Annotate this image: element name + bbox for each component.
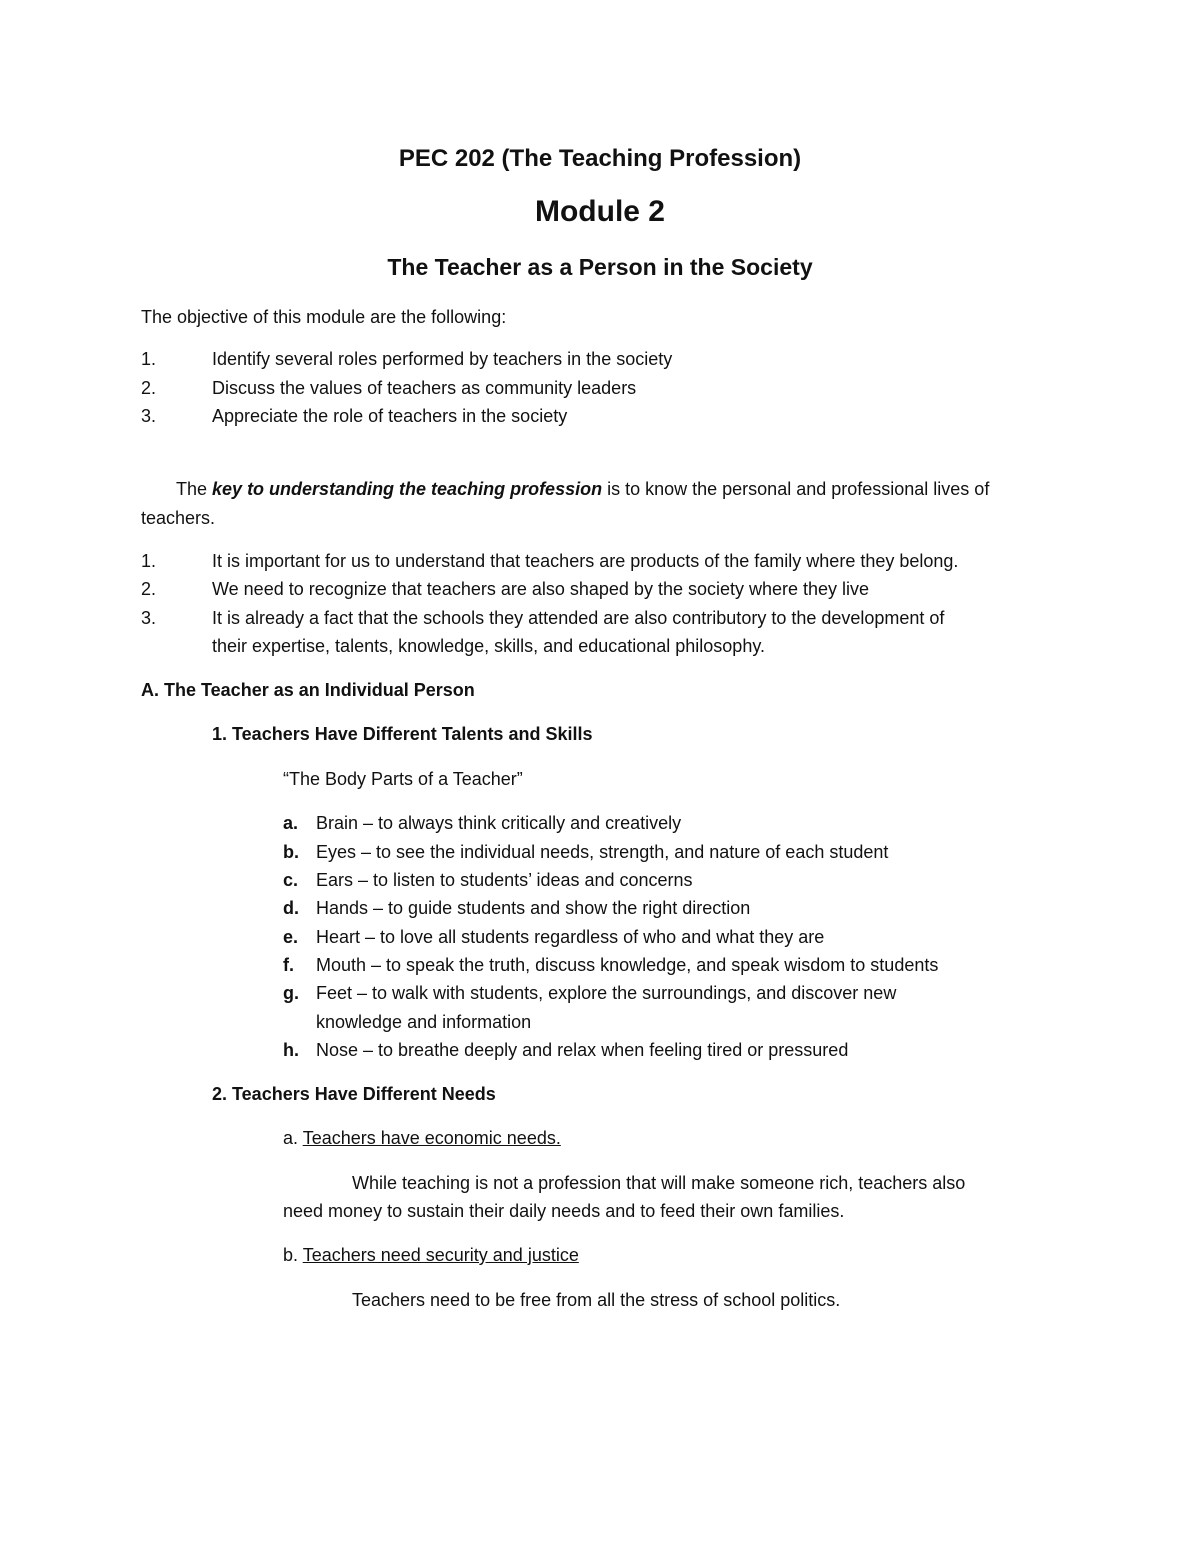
list-text: Nose – to breathe deeply and relax when feeling tired or pressured (316, 1040, 849, 1060)
key-paragraph (176, 479, 989, 500)
module-title: Module 2 (534, 195, 665, 228)
subsection-1-heading: 1. Teachers Have Different Talents and Skills (212, 724, 593, 744)
need-b-prefix: b. (283, 1245, 303, 1265)
list-item (141, 406, 567, 427)
list-item (141, 378, 636, 399)
need-a-body-line2: need money to sustain their daily needs and to feed their own families. (283, 1201, 845, 1221)
list-number: 2. (141, 378, 157, 398)
list-text: It is already a fact that the schools they attended are also contributory to the development of (212, 608, 945, 628)
list-letter: a. (283, 813, 299, 833)
list-item-continuation: knowledge and information (316, 1012, 532, 1032)
list-letter: f. (283, 955, 294, 975)
list-item (283, 955, 938, 976)
list-text: Ears – to listen to students’ ideas and concerns (316, 870, 693, 890)
list-letter: e. (283, 927, 299, 947)
key-paragraph-line2: teachers. (141, 508, 216, 528)
need-a-title-line (283, 1128, 561, 1149)
need-b-title: Teachers need security and justice (302, 1245, 579, 1265)
list-text: Feet – to walk with students, explore the surroundings, and discover new (316, 983, 897, 1003)
body-parts-title: “The Body Parts of a Teacher” (283, 769, 523, 789)
list-letter: b. (283, 842, 299, 862)
list-number: 1. (141, 349, 157, 369)
list-text: Mouth – to speak the truth, discuss knowledge, and speak wisdom to students (316, 955, 939, 975)
list-item (283, 870, 693, 891)
list-letter: h. (283, 1040, 299, 1060)
need-a-title: Teachers have economic needs. (302, 1128, 561, 1148)
key-paragraph-after: is to know the personal and professional lives of (602, 479, 990, 499)
course-title: PEC 202 (The Teaching Profession) (398, 145, 802, 172)
list-letter: c. (283, 870, 299, 890)
list-item (283, 983, 896, 1004)
list-item (283, 842, 888, 863)
list-letter: d. (283, 898, 299, 918)
objectives-intro: The objective of this module are the following: (141, 307, 507, 327)
topic-title: The Teacher as a Person in the Society (387, 254, 813, 280)
list-item (141, 349, 672, 370)
list-text: Heart – to love all students regardless of who and what they are (316, 927, 825, 947)
list-text: Discuss the values of teachers as community leaders (212, 378, 637, 398)
list-text: Brain – to always think critically and creatively (316, 813, 682, 833)
list-number: 3. (141, 406, 157, 426)
list-item (283, 1040, 848, 1061)
list-item (141, 579, 869, 600)
need-a-body-line1: While teaching is not a profession that will make someone rich, teachers also (352, 1173, 966, 1193)
list-item (283, 898, 750, 919)
key-paragraph-before: The (176, 479, 213, 499)
list-item (283, 927, 824, 948)
list-letter: g. (283, 983, 299, 1003)
list-item (141, 608, 944, 629)
list-text: It is important for us to understand that teachers are products of the family where they belong. (212, 551, 959, 571)
list-text: Identify several roles performed by teachers in the society (212, 349, 673, 369)
list-item (283, 813, 681, 834)
list-text: Appreciate the role of teachers in the society (212, 406, 568, 426)
list-item-continuation: their expertise, talents, knowledge, skills, and educational philosophy. (212, 636, 765, 656)
list-number: 1. (141, 551, 157, 571)
list-text: Eyes – to see the individual needs, strength, and nature of each student (316, 842, 889, 862)
list-number: 3. (141, 608, 157, 628)
list-text: Hands – to guide students and show the right direction (316, 898, 751, 918)
list-text: We need to recognize that teachers are also shaped by the society where they live (212, 579, 870, 599)
list-number: 2. (141, 579, 157, 599)
need-a-prefix: a. (283, 1128, 303, 1148)
section-a-heading: A. The Teacher as an Individual Person (141, 680, 475, 700)
list-item (141, 551, 958, 572)
subsection-2-heading: 2. Teachers Have Different Needs (212, 1084, 496, 1104)
need-b-title-line (283, 1245, 579, 1266)
need-b-body: Teachers need to be free from all the stress of school politics. (352, 1290, 841, 1310)
key-phrase: key to understanding the teaching profession (212, 479, 603, 499)
